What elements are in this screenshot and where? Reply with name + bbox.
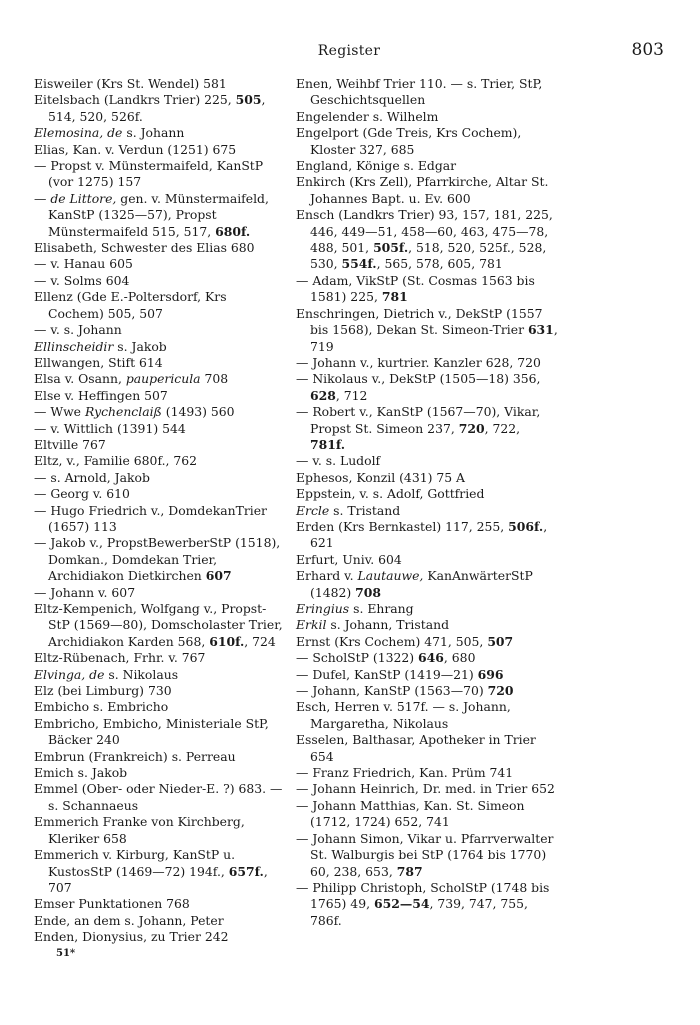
entry-text: Emser Punktationen 768 [34, 896, 190, 912]
index-entry [34, 503, 286, 536]
index-entry [296, 601, 558, 617]
index-entry [34, 667, 286, 683]
entry-text: Eitelsbach (Landkrs Trier) 225, [34, 92, 236, 108]
entry-text: Eltz, v., Familie 680f., 762 [34, 453, 198, 469]
index-column-right [296, 76, 558, 929]
index-entry [296, 732, 558, 765]
entry-text: Enen, Weihbf Trier 110. — s. Trier, StP, Geschichtsquellen [296, 76, 543, 108]
entry-text: , 565, 578, 605, 781 [376, 256, 503, 272]
entry-text: , 707 [48, 863, 268, 895]
index-entry [34, 585, 286, 601]
index-entry [296, 76, 558, 109]
entry-text: — Adam, VikStP (St. Cosmas 1563 bis 1581) 225, [296, 272, 535, 305]
entry-bold-ref: 505f. [373, 240, 409, 256]
entry-text: Esselen, Balthasar, Apotheker in Trier 654 [296, 732, 536, 764]
index-entry [34, 896, 286, 912]
entry-text: Embicho s. Embricho [34, 699, 169, 715]
entry-text: — ScholStP (1322) [296, 650, 419, 666]
entry-text: KanAnwärterStP (1482) [310, 568, 533, 600]
entry-text: Ende, an dem s. Johann, Peter [34, 912, 224, 928]
entry-text: — v. s. Ludolf [296, 453, 381, 469]
index-entry [34, 716, 286, 749]
entry-text: 708 [200, 371, 229, 387]
entry-text: Ephesos, Konzil (431) 75 A [296, 469, 466, 485]
index-entry [34, 535, 286, 584]
entry-text: Ellwangen, Stift 614 [34, 354, 163, 370]
entry-text: Engelport (Gde Treis, Krs Cochem), Kloster 327, 685 [296, 125, 522, 157]
entry-italic-term: paupericula [125, 371, 201, 387]
entry-text: Eisweiler (Krs St. Wendel) 581 [34, 76, 227, 91]
entry-italic-term: Ercle [296, 502, 330, 518]
index-entry [296, 617, 558, 633]
printer-signature: 51* [56, 948, 76, 959]
entry-text: , 719 [310, 322, 558, 354]
index-entry [34, 240, 286, 256]
index-entry [34, 437, 286, 453]
entry-text: — Jakob v., PropstBewerberStP (1518), Domkan., Domdekan Trier, Archidiakon Dietkirchen [34, 535, 281, 584]
entry-text: (1493) 560 [161, 404, 235, 420]
index-entry [34, 191, 286, 240]
entry-bold-ref: 631 [527, 322, 554, 338]
entry-text: Esch, Herren v. 517f. — s. Johann, Margaretha, Nikolaus [296, 699, 511, 731]
index-entry [34, 404, 286, 420]
entry-italic-term: Erkil [296, 617, 327, 633]
index-entry [296, 404, 558, 453]
entry-text: , 621 [310, 518, 548, 551]
entry-text: Embrun (Frankreich) s. Perreau [34, 748, 236, 764]
entry-text: Eltz-Rübenach, Frhr. v. 767 [34, 650, 206, 666]
entry-text: s. Jakob [113, 338, 167, 354]
index-entry [296, 109, 558, 125]
entry-bold-ref: 720 [487, 683, 514, 699]
entry-italic-term: Elvinga, de [34, 666, 105, 682]
entry-text: Emich s. Jakob [34, 765, 128, 781]
entry-text: , 514, 520, 526f. [48, 92, 266, 124]
index-entry [296, 699, 558, 732]
index-entry [296, 453, 558, 469]
index-entry [296, 158, 558, 174]
index-entry [296, 371, 558, 404]
entry-text: s. Johann [122, 125, 185, 141]
entry-italic-term: Elemosina, de [34, 125, 123, 141]
index-entry [34, 601, 286, 650]
entry-bold-ref: 610f. [209, 633, 245, 649]
index-entry [296, 568, 558, 601]
entry-text: Eltville 767 [34, 436, 106, 452]
index-entry [296, 125, 558, 158]
index-entry [296, 880, 558, 929]
entry-text: Enden, Dionysius, zu Trier 242 [34, 929, 229, 945]
entry-text: — v. Solms 604 [34, 272, 130, 288]
entry-bold-ref: 781 [381, 289, 408, 305]
index-entry [296, 174, 558, 207]
entry-text: Emmel (Ober- oder Nieder-E. ?) 683. — s. Schannaeus [34, 781, 283, 813]
index-entry [34, 814, 286, 847]
index-entry [34, 388, 286, 404]
entry-italic-term: Rychenclaiß [84, 404, 162, 420]
index-entry [34, 765, 286, 781]
entry-bold-ref: 696 [477, 666, 504, 682]
entry-text: Else v. Heffingen 507 [34, 387, 168, 403]
entry-text: Erden (Krs Bernkastel) 117, 255, [296, 518, 509, 534]
entry-text: s. Nikolaus [104, 666, 179, 682]
entry-text: — Hugo Friedrich v., DomdekanTrier (1657) 113 [34, 502, 267, 534]
entry-text: Elsa v. Osann, [34, 371, 126, 387]
entry-bold-ref: 657f. [228, 863, 264, 879]
index-entry [34, 142, 286, 158]
entry-text: s. Johann, Tristand [326, 617, 449, 633]
entry-text: , 739, 747, 755, 786f. [310, 896, 528, 928]
entry-text: — Johann v. 607 [34, 584, 136, 600]
entry-bold-ref: 680f. [215, 223, 251, 239]
entry-bold-ref: 507 [487, 633, 514, 649]
entry-text: Eppstein, v. s. Adolf, Gottfried [296, 486, 485, 502]
entry-text: — Georg v. 610 [34, 486, 130, 502]
index-entry [34, 699, 286, 715]
index-entry [296, 273, 558, 306]
entry-text: England, Könige s. Edgar [296, 158, 457, 174]
index-entry [34, 273, 286, 289]
index-entry [34, 913, 286, 929]
index-entry [34, 650, 286, 666]
entry-text: — Johann Heinrich, Dr. med. in Trier 652 [296, 781, 555, 797]
index-entry [34, 453, 286, 469]
entry-text: Erfurt, Univ. 604 [296, 551, 402, 567]
entry-text: Ernst (Krs Cochem) 471, 505, [296, 633, 488, 649]
entry-text: Emmerich Franke von Kirchberg, Kleriker 658 [34, 814, 245, 846]
entry-text: — Johann, KanStP (1563—70) [296, 683, 488, 699]
index-entry [34, 421, 286, 437]
entry-text: s. Tristand [329, 502, 401, 518]
index-entry [34, 781, 286, 814]
index-entry [34, 371, 286, 387]
index-entry [296, 634, 558, 650]
entry-text: — v. Wittlich (1391) 544 [34, 420, 186, 436]
index-entry [296, 355, 558, 371]
index-entry [296, 765, 558, 781]
entry-bold-ref: 506f. [508, 518, 544, 534]
entry-text: , 722, [484, 420, 521, 436]
index-entry [296, 683, 558, 699]
entry-text: — Johann v., kurtrier. Kanzler 628, 720 [296, 354, 541, 370]
entry-text: — Philipp Christoph, ScholStP (1748 bis 1765) 49, [296, 879, 550, 912]
index-entry [296, 503, 558, 519]
entry-text: Elias, Kan. v. Verdun (1251) 675 [34, 141, 237, 157]
index-entry [34, 322, 286, 338]
entry-text: Embricho, Embicho, Ministeriale StP, Bäcker 240 [34, 715, 269, 748]
entry-text: , 680 [443, 650, 476, 666]
entry-text: — s. Arnold, Jakob [34, 469, 150, 485]
index-entry [34, 158, 286, 191]
index-column-left [34, 76, 286, 946]
index-entry [296, 519, 558, 552]
entry-text: Emmerich v. Kirburg, KanStP u. KustosStP (1469—72) 194f., [34, 847, 236, 879]
index-entry [34, 289, 286, 322]
entry-text: gen. v. Münstermaifeld, KanStP (1325—57), Propst Münstermaifeld 515, 517, [48, 190, 269, 239]
entry-bold-ref: 607 [205, 568, 232, 584]
entry-text: Engelender s. Wilhelm [296, 108, 439, 124]
entry-text: — Robert v., KanStP (1567—70), Vikar, Propst St. Simeon 237, [296, 404, 541, 436]
entry-text: , 712 [335, 387, 368, 403]
entry-text: Enschringen, Dietrich v., DekStP (1557 bis 1568), Dekan St. Simeon-Trier [296, 305, 543, 338]
entry-bold-ref: 628 [310, 387, 336, 403]
index-entry [296, 470, 558, 486]
index-entry [296, 306, 558, 355]
index-entry [296, 831, 558, 880]
entry-text: — Dufel, KanStP (1419—21) [296, 666, 478, 682]
entry-bold-ref: 554f. [341, 256, 377, 272]
entry-text: — Wwe [34, 404, 85, 420]
entry-italic-term: Ellinscheidir [34, 338, 114, 354]
entry-text: — Franz Friedrich, Kan. Prüm 741 [296, 765, 514, 781]
entry-text: Elz (bei Limburg) 730 [34, 683, 172, 699]
entry-text: s. Ehrang [349, 601, 414, 616]
entry-text: — Johann Simon, Vikar u. Pfarrverwalter St. Walburgis bei StP (1764 bis 1770) 60, 238, 653, [296, 830, 554, 879]
entry-text: Enkirch (Krs Zell), Pfarrkirche, Altar St. Johannes Bapt. u. Ev. 600 [296, 174, 549, 206]
entry-bold-ref: 646 [418, 650, 444, 666]
entry-text: — Propst v. Münstermaifeld, KanStP (vor 1275) 157 [34, 158, 264, 190]
index-entry [34, 76, 286, 92]
index-entry [34, 125, 286, 141]
entry-italic-term: Lautauwe, [357, 568, 424, 584]
entry-text: — Johann Matthias, Kan. St. Simeon (1712, 1724) 652, 741 [296, 797, 525, 830]
entry-text: Erhard v. [296, 568, 358, 584]
entry-text: Ellenz (Gde E.-Poltersdorf, Krs Cochem) 505, 507 [34, 289, 227, 321]
index-entry [34, 683, 286, 699]
page-header [34, 40, 664, 64]
entry-bold-ref: 720 [458, 420, 485, 436]
entry-text: Elisabeth, Schwester des Elias 680 [34, 240, 255, 256]
entry-italic-term: de Littore, [50, 190, 117, 206]
entry-text: — v. Hanau 605 [34, 256, 133, 272]
entry-text: , 518, 520, 525f., 528, 530, [310, 240, 547, 272]
index-entry [34, 847, 286, 896]
index-entry [296, 552, 558, 568]
entry-bold-ref: 505 [235, 92, 262, 108]
entry-bold-ref: 652—54 [373, 896, 430, 912]
running-title: Register [317, 43, 381, 59]
entry-bold-ref: 781f. [310, 436, 346, 452]
entry-bold-ref: 708 [355, 584, 382, 600]
index-entry [34, 256, 286, 272]
index-entry [296, 207, 558, 273]
index-entry [34, 92, 286, 125]
index-entry [296, 650, 558, 666]
index-entry [34, 470, 286, 486]
index-entry [34, 355, 286, 371]
index-entry [296, 781, 558, 797]
entry-text: Ensch (Landkrs Trier) 93, 157, 181, 225, 446, 449—51, 458—60, 463, 475—78, 488, 501, [296, 207, 553, 256]
entry-text: Eltz-Kempenich, Wolfgang v., Propst-StP (1569—80), Domscholaster Trier, Archidiakon Karden 568, [34, 601, 283, 649]
index-entry [34, 486, 286, 502]
index-entry [296, 667, 558, 683]
index-entry [34, 339, 286, 355]
page-number: 803 [631, 40, 664, 60]
entry-text: — Nikolaus v., DekStP (1505—18) 356, [296, 371, 541, 387]
entry-text: — v. s. Johann [34, 322, 122, 338]
entry-bold-ref: 787 [396, 863, 423, 879]
index-entry [296, 486, 558, 502]
index-entry [34, 749, 286, 765]
index-entry [296, 798, 558, 831]
entry-text: — [34, 190, 51, 206]
index-entry [34, 929, 286, 945]
entry-italic-term: Eringius [296, 601, 350, 616]
entry-text: , 724 [244, 633, 276, 649]
